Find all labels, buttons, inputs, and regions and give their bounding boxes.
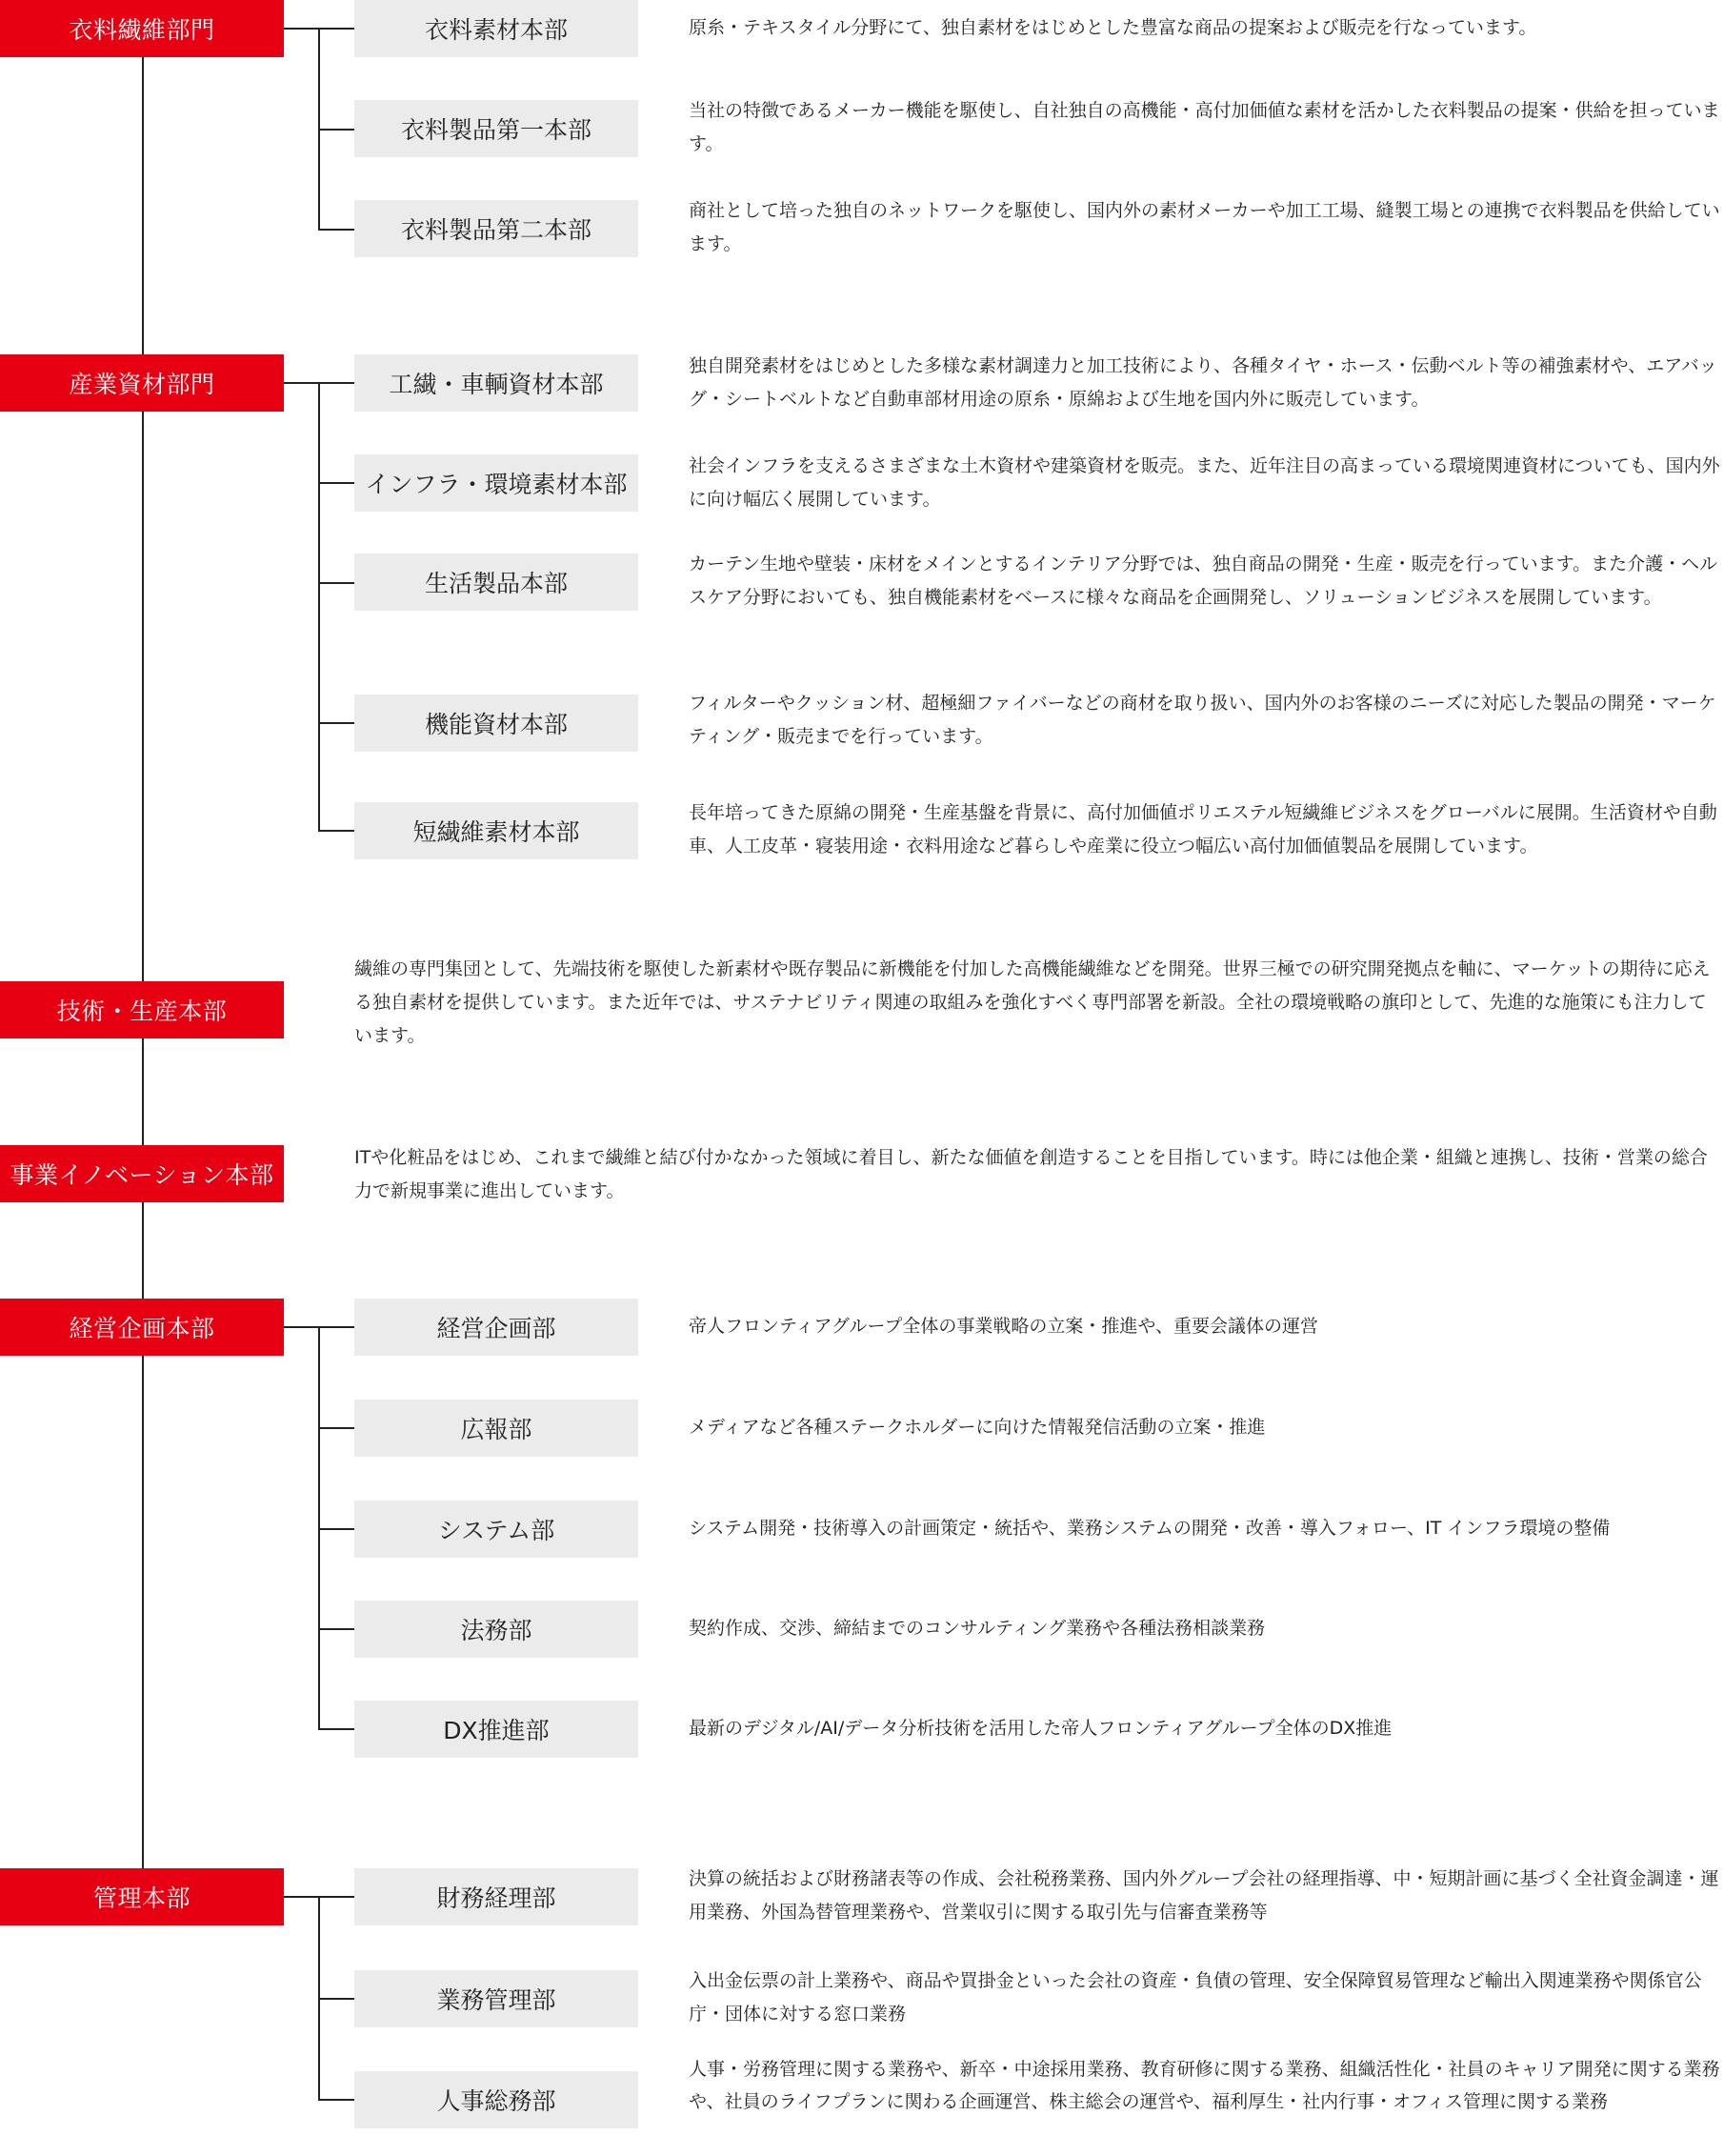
dept-label: 業務管理部: [436, 1986, 556, 2014]
dept-label: DX推進部: [443, 1717, 550, 1744]
dept-finance-accounting[interactable]: [354, 1868, 638, 1925]
division-business-innovation[interactable]: [0, 1145, 284, 1202]
division-connector: [284, 1896, 318, 1898]
dept-apparel-materials[interactable]: [354, 0, 638, 57]
dept-description: メディアなど各種ステークホルダーに向けた情報発信活動の立案・推進: [689, 1417, 1266, 1438]
division-label: 産業資材部門: [69, 371, 215, 398]
dept-label: 生活製品本部: [424, 570, 568, 597]
dept-connector: [318, 582, 354, 584]
dept-connector: [318, 2099, 354, 2101]
division-connector: [284, 382, 318, 384]
dept-label: 短繊維素材本部: [412, 818, 580, 846]
division-administration[interactable]: [0, 1868, 284, 1925]
dept-label: 衣料製品第一本部: [400, 116, 591, 144]
dept-label: 衣料製品第二本部: [400, 216, 591, 244]
dept-label: 人事総務部: [436, 2087, 556, 2115]
dept-connector: [318, 1427, 354, 1429]
dept-description: 当社の特徴であるメーカー機能を駆使し、自社独自の高機能・高付加価値な素材を活かした衣料製品の提案・供給を担っています。: [689, 100, 1720, 154]
dept-functional-materials[interactable]: [354, 695, 638, 752]
dept-label: 工繊・車輌資材本部: [389, 371, 604, 398]
division-description: 繊維の専門集団として、先端技術を駆使した新素材や既存製品に新機能を付加した高機能繊維などを開発。世界三極での研究開発拠点を軸に、マーケットの期待に応える独自素材を提供しています。また近年では、サステナビリティ関連の取組みを強化すべく専門部署を新設。全社の環境戦略の旗印として、先進的な施策にも注力しています。: [354, 958, 1711, 1046]
branch-line: [318, 382, 320, 832]
dept-legal[interactable]: [354, 1601, 638, 1658]
dept-connector: [318, 830, 354, 832]
dept-description: 最新のデジタル/AI/データ分析技術を活用した帝人フロンティアグループ全体のDX推進: [689, 1718, 1393, 1739]
division-connector: [284, 28, 318, 30]
dept-label: インフラ・環境素材本部: [365, 471, 628, 498]
dept-staple-fiber[interactable]: [354, 802, 638, 859]
division-connector: [284, 1326, 318, 1328]
division-industrial-materials[interactable]: [0, 354, 284, 412]
dept-description: 入出金伝票の計上業務や、商品や買掛金といった会社の資産・負債の管理、安全保障貿易管理など輸出入関連業務や関係官公庁・団体に対する窓口業務: [689, 1970, 1702, 2025]
dept-connector: [318, 722, 354, 724]
dept-connector: [318, 1326, 354, 1328]
dept-dx-promotion[interactable]: [354, 1701, 638, 1758]
org-spine-line: [142, 57, 144, 1896]
dept-connector: [318, 28, 354, 30]
dept-corporate-planning[interactable]: [354, 1299, 638, 1356]
dept-label: 法務部: [460, 1617, 532, 1644]
dept-label: 経営企画部: [436, 1315, 556, 1342]
dept-public-relations[interactable]: [354, 1400, 638, 1457]
dept-living-products[interactable]: [354, 554, 638, 611]
dept-connector: [318, 129, 354, 131]
dept-systems[interactable]: [354, 1501, 638, 1558]
dept-description: 社会インフラを支えるさまざまな土木資材や建築資材を販売。また、近年注目の高まっている環境関連資材についても、国内外に向け幅広く展開しています。: [689, 455, 1720, 510]
dept-hr-general-affairs[interactable]: [354, 2071, 638, 2128]
dept-apparel-products-1[interactable]: [354, 100, 638, 157]
division-label: 管理本部: [92, 1884, 190, 1912]
dept-label: 機能資材本部: [424, 711, 568, 738]
dept-apparel-products-2[interactable]: [354, 200, 638, 257]
dept-connector: [318, 1896, 354, 1898]
division-technology-production[interactable]: [0, 981, 284, 1038]
dept-description: 長年培ってきた原綿の開発・生産基盤を背景に、高付加価値ポリエステル短繊維ビジネスをグローバルに展開。生活資材や自動車、人工皮革・寝装用途・衣料用途など暮らしや産業に役立つ幅広い高付加価値製品を展開しています。: [689, 802, 1717, 856]
dept-connector: [318, 1728, 354, 1730]
division-apparel-textiles[interactable]: [0, 0, 284, 57]
dept-description: 人事・労務管理に関する業務や、新卒・中途採用業務、教育研修に関する業務、組織活性化・社員のキャリア開発に関する業務や、社員のライフプランに関わる企画運営、株主総会の運営や、福利厚生・社内行事・オフィス管理に関する業務: [689, 2059, 1720, 2112]
dept-description: 契約作成、交渉、締結までのコンサルティング業務や各種法務相談業務: [689, 1618, 1266, 1639]
division-description: ITや化粧品をはじめ、これまで繊維と結び付かなかった領域に着目し、新たな価値を創造することを目指しています。時には他企業・組織と連携し、技術・営業の総合力で新規事業に進出しています。: [354, 1147, 1708, 1201]
dept-connector: [318, 482, 354, 484]
division-label: 衣料繊維部門: [69, 16, 215, 44]
division-label: 事業イノベーション本部: [10, 1161, 274, 1189]
dept-connector: [318, 229, 354, 231]
dept-connector: [318, 382, 354, 384]
dept-label: 衣料素材本部: [424, 16, 568, 44]
dept-description: 独自開発素材をはじめとした多様な素材調達力と加工技術により、各種タイヤ・ホース・伝動ベルト等の補強素材や、エアバッグ・シートベルトなど自動車部材用途の原糸・原綿および生地を国内外に販売しています。: [689, 355, 1717, 410]
division-corporate-planning[interactable]: [0, 1299, 284, 1356]
dept-description: 帝人フロンティアグループ全体の事業戦略の立案・推進や、重要会議体の運営: [689, 1316, 1319, 1337]
dept-description: 決算の統括および財務諸表等の作成、会社税務業務、国内外グループ会社の経理指導、中・短期計画に基づく全社資金調達・運用業務、外国為替管理業務や、営業収引に関する取引先与信審査業務等: [689, 1868, 1719, 1923]
dept-description: フィルターやクッション材、超極細ファイバーなどの商材を取り扱い、国内外のお客様のニーズに対応した製品の開発・マーケティング・販売までを行っています。: [689, 693, 1716, 747]
dept-connector: [318, 1528, 354, 1530]
dept-description: システム開発・技術導入の計画策定・統括や、業務システムの開発・改善・導入フォロー、IT インフラ環境の整備: [689, 1518, 1611, 1539]
dept-operations-management[interactable]: [354, 1970, 638, 2027]
dept-label: システム部: [437, 1517, 555, 1544]
division-label: 経営企画本部: [69, 1315, 215, 1342]
dept-industrial-vehicle[interactable]: [354, 354, 638, 412]
dept-connector: [318, 1628, 354, 1630]
dept-connector: [318, 1998, 354, 2000]
dept-description: カーテン生地や壁装・床材をメインとするインテリア分野では、独自商品の開発・生産・販売を行っています。また介護・ヘルスケア分野においても、独自機能素材をベースに様々な商品を企画開発し、ソリューションビジネスを展開しています。: [689, 554, 1718, 608]
dept-infra-environment[interactable]: [354, 454, 638, 512]
dept-label: 財務経理部: [436, 1884, 556, 1912]
dept-label: 広報部: [460, 1416, 532, 1443]
dept-description: 原糸・テキスタイル分野にて、独自素材をはじめとした豊富な商品の提案および販売を行なっています。: [689, 17, 1537, 38]
division-label: 技術・生産本部: [56, 997, 228, 1025]
dept-description: 商社として培った独自のネットワークを駆使し、国内外の素材メーカーや加工工場、縫製工場との連携で衣料製品を供給しています。: [689, 200, 1720, 254]
